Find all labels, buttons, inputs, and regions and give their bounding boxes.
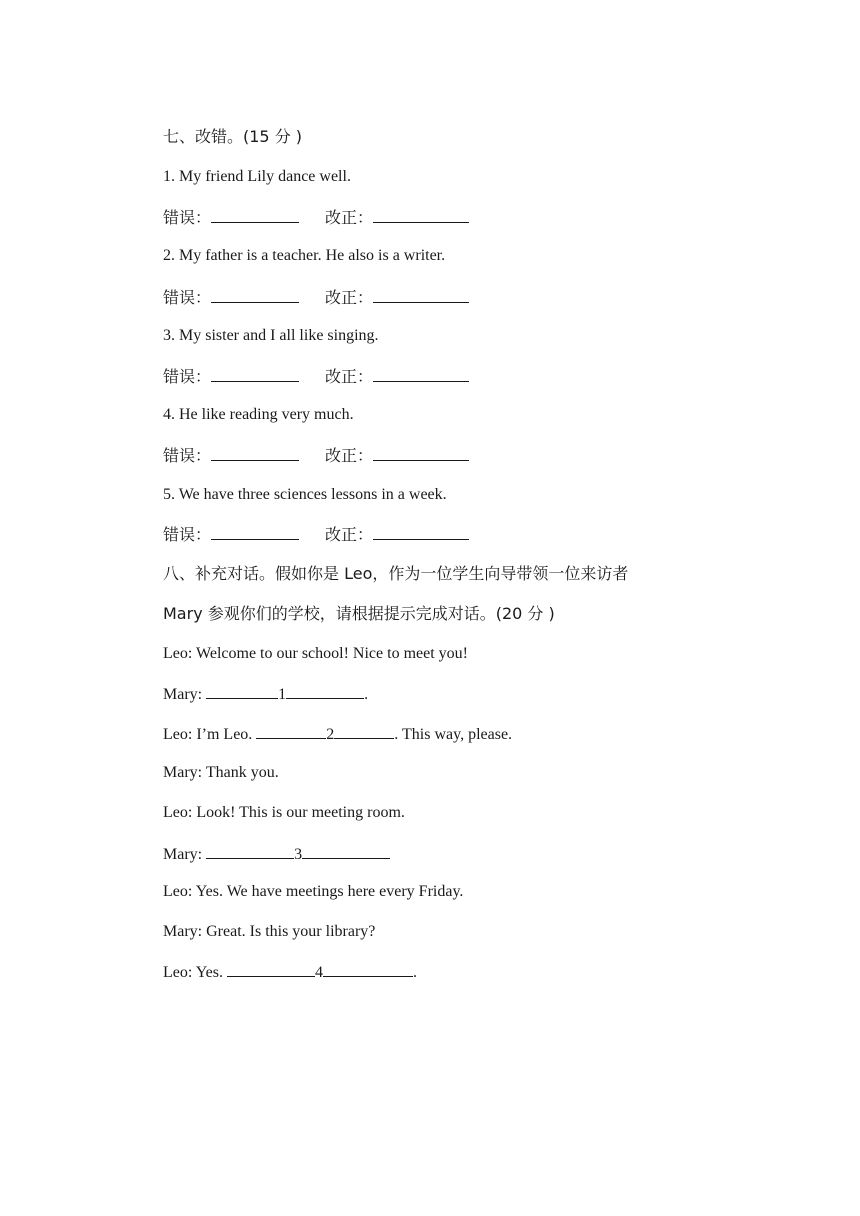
section-8-title-line-1: 八、补充对话。假如你是 Leo，作为一位学生向导带领一位来访者 [163, 564, 629, 583]
punctuation: . [364, 686, 369, 703]
answer-row-1 [163, 207, 469, 227]
fix-label: 改正： [325, 525, 374, 544]
error-blank[interactable] [211, 207, 299, 223]
answer-blank-2-right[interactable] [334, 723, 394, 739]
dialog-speaker: Leo: I’m Leo. [163, 726, 257, 743]
question-4: 4. He like reading very much. [163, 406, 354, 423]
dialog-line-7: Leo: Yes. We have meetings here every Friday. [163, 883, 464, 900]
dialog-line-5: Leo: Look! This is our meeting room. [163, 804, 405, 821]
dialog-line-4: Mary: Thank you. [163, 764, 279, 781]
error-label: 错误： [163, 446, 212, 465]
question-5: 5. We have three sciences lessons in a week. [163, 486, 447, 503]
section-7-title: 七、改错。(15 分 ) [163, 127, 303, 146]
dialog-speaker: Mary: [163, 846, 207, 863]
section-8-title-line-2: Mary 参观你们的学校，请根据提示完成对话。(20 分 ) [163, 604, 555, 623]
answer-blank-2-left[interactable] [256, 723, 326, 739]
blank-number-1: 1 [278, 686, 287, 703]
dialog-line-9 [163, 961, 417, 981]
answer-blank-4-right[interactable] [323, 961, 413, 977]
error-blank[interactable] [211, 287, 299, 303]
dialog-speaker: Leo: Yes. [163, 964, 228, 981]
answer-blank-1-right[interactable] [286, 683, 364, 699]
dialog-line-3 [163, 723, 512, 743]
dialog-line-6 [163, 843, 390, 863]
fix-label: 改正： [325, 288, 374, 307]
dialog-line-1: Leo: Welcome to our school! Nice to meet you! [163, 645, 468, 662]
error-label: 错误： [163, 367, 212, 386]
error-label: 错误： [163, 288, 212, 307]
question-2: 2. My father is a teacher. He also is a writer. [163, 247, 446, 264]
answer-blank-1-left[interactable] [206, 683, 278, 699]
answer-row-2 [163, 287, 469, 307]
question-1: 1. My friend Lily dance well. [163, 168, 351, 185]
blank-number-4: 4 [315, 964, 324, 981]
answer-row-3 [163, 366, 469, 386]
fix-blank[interactable] [373, 207, 469, 223]
error-blank[interactable] [211, 366, 299, 382]
fix-label: 改正： [325, 367, 374, 386]
answer-blank-3-left[interactable] [206, 843, 294, 859]
answer-row-4 [163, 445, 469, 465]
fix-blank[interactable] [373, 445, 469, 461]
dialog-line-2 [163, 683, 368, 703]
fix-blank[interactable] [373, 524, 469, 540]
dialog-continuation: . This way, please. [394, 726, 513, 743]
answer-blank-4-left[interactable] [227, 961, 315, 977]
answer-blank-3-right[interactable] [302, 843, 390, 859]
question-3: 3. My sister and I all like singing. [163, 327, 379, 344]
punctuation: . [413, 964, 418, 981]
error-label: 错误： [163, 525, 212, 544]
error-blank[interactable] [211, 445, 299, 461]
answer-row-5 [163, 524, 469, 544]
error-blank[interactable] [211, 524, 299, 540]
fix-blank[interactable] [373, 287, 469, 303]
dialog-speaker: Mary: [163, 686, 207, 703]
dialog-line-8: Mary: Great. Is this your library? [163, 923, 376, 940]
fix-label: 改正： [325, 208, 374, 227]
fix-blank[interactable] [373, 366, 469, 382]
fix-label: 改正： [325, 446, 374, 465]
blank-number-3: 3 [294, 846, 303, 863]
blank-number-2: 2 [326, 726, 335, 743]
error-label: 错误： [163, 208, 212, 227]
